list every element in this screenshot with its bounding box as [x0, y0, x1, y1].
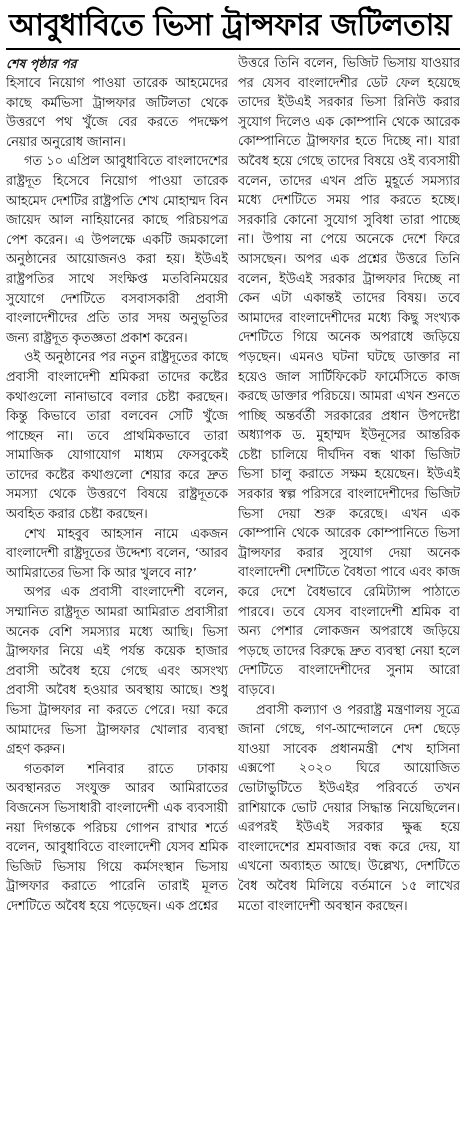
column-left [6, 54, 228, 1124]
article-columns [3, 54, 463, 1124]
paragraph: ওই অনুষ্ঠানের পর নতুন রাষ্ট্রদূতের কাছে প্রবাসী বাংলাদেশী শ্রমিকরা তাদের কষ্টের কথাগুলো নানাভাবে বলার চেষ্টা করছেন। কিন্তু কিভাবে তারা বলবেন সেটি খুঁজে পাচ্ছেন না। তবে প্রাথমিকভাবে তারা সামাজিক যোগাযোগ মাধ্যম ফেসবুকেই তাদের কষ্টের কথাগুলো শেয়ার করে দ্রুত সমস্যা থেকে উত্তরণে বিষয়ে রাষ্ট্রদূতকে অবহিত করার চেষ্টা করছেন। [6, 350, 228, 523]
paragraph: গত ১০ এপ্রিল আবুধাবিতে বাংলাদেশের রাষ্ট্রদূত হিসেবে নিয়োগ পাওয়া তারেক আহমেদ দেশটির রাষ্ট্রপতি শেখ মোহাম্মদ বিন জায়েদ আল নাহিয়ানের কাছে পরিচয়পত্র পেশ করেন। এ উপলক্ষে একটি জমকালো অনুষ্ঠানের আয়োজনও করা হয়। ইউএই রাষ্ট্রপতির সাথে সংক্ষিপ্ত মতবিনিময়ের সুযোগে দেশটিতে বসবাসকারী প্রবাসী বাংলাদেশীদের প্রতি তার সদয় অনুভূতির জন্য রাষ্ট্রদূত কৃতজ্ঞতা প্রকাশ করেন। [6, 154, 228, 346]
paragraph: শেখ মাহবুব আহসান নামে একজন বাংলাদেশী রাষ্ট্রদূতের উদ্দেশ্য বলেন, ‘আরব আমিরাতের ভিসা কি আর খুলবে না?’ [6, 526, 228, 581]
paragraph: হিসাবে নিয়োগ পাওয়া তারেক আহমেদের কাছে কর্মভিসা ট্রান্সফার জটিলতা থেকে উত্তরণে পথ খুঁজে বের করতে পদক্ষেপ নেয়ার অনুরোধ জানান। [6, 76, 228, 150]
newspaper-clipping [0, 6, 466, 1134]
headline-rule [6, 48, 460, 50]
paragraph: প্রবাসী কল্যাণ ও পররাষ্ট্র মন্ত্রণালয় সূত্রে জানা গেছে, গণ-আন্দোলনে দেশ ছেড়ে যাওয়া সাবেক প্রধানমন্ত্রী শেখ হাসিনা এক্সপো ২০২০ ঘিরে আয়োজিত ভোটাভুটিতে ইউএইর পরিবর্তে তখন রাশিয়াকে ভোট দেয়ার সিদ্ধান্ত নিয়েছিলেন। এরপরই ইউএই সরকার ক্ষুব্ধ হয়ে বাংলাদেশের শ্রমবাজার বন্ধ করে দেয়, যা এখনো অব্যাহত আছে। উল্লেখ্য, দেশটিতে বৈধ অবৈধ মিলিয়ে বর্তমানে ১৫ লাখের মতো বাংলাদেশী অবস্থান করছেন। [238, 702, 460, 914]
column-right [238, 54, 460, 1124]
paragraph: অপর এক প্রবাসী বাংলাদেশী বলেন, সম্মানিত রাষ্ট্রদূত আমরা আমিরাত প্রবাসীরা অনেক বেশি সমস্যার মধ্যে আছি। ভিসা ট্রান্সফার নিয়ে এই পর্যন্ত কয়েক হাজার প্রবাসী অবৈধ হয়ে গেছে এবং অসংখ্য প্রবাসী অবৈধ হওয়ার অবস্থায় আছে। শুধু ভিসা ট্রান্সফার না করতে পেরে। দয়া করে আমাদের ভিসা ট্রান্সফার খোলার ব্যবস্থা গ্রহণ করুন। [6, 585, 228, 758]
headline: আবুধাবিতে ভিসা ট্রান্সফার জটিলতায় [9, 8, 452, 43]
paragraph: গতকাল শনিবার রাতে ঢাকায় অবস্থানরত সংযুক্ত আরব আমিরাতের বিজনেস ভিসাধারী বাংলাদেশী এক ব্যবসায়ী নয়া দিগন্তকে পরিচয় গোপন রাখার শর্তে বলেন, আবুধাবিতে বাংলাদেশী যেসব শ্রমিক ভিজিট ভিসায় গিয়ে কর্মসংস্থান ভিসায় ট্রান্সফার করাতে পারেনি তারাই মূলত দেশটিতে অবৈধ হয়ে পড়েছেন। এক প্রশ্নের [6, 761, 228, 914]
continued-label: শেষ পৃষ্ঠার পর [6, 56, 77, 71]
paragraph: উত্তরে তিনি বলেন, ভিজিট ভিসায় যাওয়ার পর যেসব বাংলাদেশীর ডেট ফেল হয়েছে তাদের ইউএই সরকার ভিসা রিনিউ করার সুযোগ দিলেও এক কোম্পানি থেকে আরেক কোম্পানিতে ট্রান্সফার হতে দিচ্ছে না। যারা অবৈধ হয়ে গেছে তাদের বিষয়ে ওই ব্যবসায়ী বলেন, তাদের এখন প্রতি মুহূর্তে সমস্যার মধ্যে দেশটিতে সময় পার করতে হচ্ছে। সরকারি কোনো সুযোগ সুবিধা তারা পাচ্ছে না। উপায় না পেয়ে অনেকে দেশে ফিরে আসছেন। অপর এক প্রশ্নের উত্তরে তিনি বলেন, ইউএই সরকার ট্রান্সফার দিচ্ছে না কেন এটা একান্তই তাদের বিষয়। তবে আমাদের বাংলাদেশীদের মধ্যে কিছু সংখ্যক দেশটিতে গিয়ে অনেক অপরাধে জড়িয়ে পড়ছেন। এমনও ঘটনা ঘটছে ডাক্তার না হয়েও জাল সার্টিফিকেট ফার্মেসিতে কাজ করছে ডাক্তার পরিচয়ে। আমরা এখন শুনতে পাচ্ছি অন্তর্বর্তী সরকারের প্রধান উপদেষ্টা অধ্যাপক ড. মুহাম্মদ ইউনূসের আন্তরিক চেষ্টা চালিয়ে দীর্ঘদিন বন্ধ থাকা ভিজিট ভিসা চালু করাতে সক্ষম হয়েছেন। ইউএই সরকার স্বল্প পরিসরে বাংলাদেশীদের ভিজিট ভিসা দেয়া শুরু করেছে। এখন এক কোম্পানি থেকে আরেক কোম্পানিতে ভিসা ট্রান্সফার করার সুযোগ দেয়া অনেক বাংলাদেশী দেশটিতে বৈধতা পাবে এবং কাজ করে দেশে বৈধভাবে রেমিট্যান্স পাঠাতে পারবে। তবে যেসব বাংলাদেশী শ্রমিক বা অন্য পেশার লোকজন অপরাধে জড়িয়ে পড়ছে তাদের বিরুদ্ধে দ্রুত ব্যবস্থা নেয়া হলে দেশটিতে বাংলাদেশীদের সুনাম আরো বাড়বে। [238, 56, 460, 698]
